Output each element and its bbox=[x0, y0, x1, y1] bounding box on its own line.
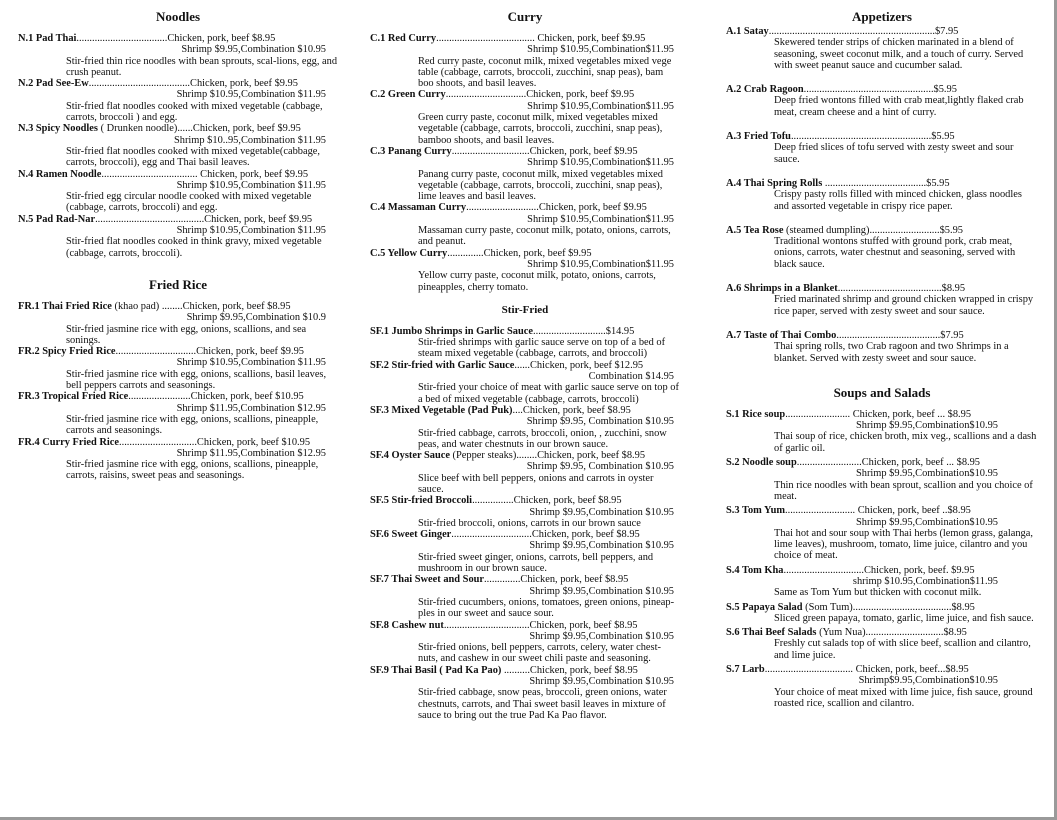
menu-item-description: Freshly cut salads top of with slice beef, scallion and cilantro, and lime juice. bbox=[774, 638, 1031, 661]
menu-item-description: Skewered tender strips of chicken marinated in a blend of seasoning, sweet coconut milk, and a touch of curry. Served with sweet peanut sauce and cucumber salad. bbox=[774, 37, 1024, 71]
menu-item-alt-prices: Shrimp $9.95,Combination $10.95 bbox=[529, 585, 674, 597]
menu-item-price-line: .......................................$5.95 bbox=[822, 177, 950, 189]
menu-item-name: SF.1 Jumbo Shrimps in Garlic Sauce bbox=[370, 325, 534, 337]
menu-item bbox=[726, 409, 1038, 457]
menu-item-name: SF.9 Thai Basil ( Pad Ka Pao) bbox=[370, 664, 502, 676]
menu-item-price-line: ...................................Chicken, pork, beef $8.95 bbox=[76, 33, 276, 44]
menu-item-name: A.2 Crab Ragoon bbox=[726, 84, 804, 96]
menu-item-price-line: ......................... Chicken, pork, beef ... $8.95 bbox=[785, 408, 972, 420]
menu-item-name: A.6 Shrimps in a Blanket bbox=[726, 283, 838, 295]
menu-item-price-line: ...............................Chicken, pork, beef $8.95 bbox=[451, 529, 640, 541]
menu-item-name: FR.4 Curry Fried Rice bbox=[18, 436, 119, 448]
menu-item-description: Thin rice noodles with bean sprout, scallion and you choice of meat. bbox=[774, 479, 1033, 502]
menu-item-price-line: ......................................................$5.95 bbox=[790, 131, 955, 143]
menu-item-description: Deep fried wontons filled with crab meat,lightly flaked crab meat, cream cheese and a hint of curry. bbox=[774, 95, 1024, 118]
menu-item-header bbox=[370, 360, 680, 371]
menu-item-price-line: ...............................Chicken, pork, beef $9.95 bbox=[445, 89, 635, 101]
menu-item-name: S.1 Rice soup bbox=[726, 408, 786, 420]
menu-item-header bbox=[370, 89, 680, 100]
menu-item-description: Stir-fried jasmine rice with egg, onions, scallions, pineapple, carrots, raisins, sweet peas and seasonings. bbox=[66, 459, 319, 482]
menu-item-header bbox=[726, 84, 1038, 95]
menu-item-price-line: ...............................Chicken, pork, beef $9.95 bbox=[115, 346, 304, 358]
menu-item-name: A.3 Fried Tofu bbox=[726, 131, 791, 143]
menu-item-name: FR.3 Tropical Fried Rice bbox=[18, 391, 129, 403]
menu-item-price-line: ..................................................$5.95 bbox=[803, 84, 957, 96]
menu-item-price-line: ..........Chicken, pork, beef $8.95 bbox=[501, 664, 638, 676]
menu-item-alt-prices: Shrimp $9.95,Combination $10.95 bbox=[529, 540, 674, 552]
menu-item-name: N.5 Pad Rad-Nar bbox=[18, 213, 96, 225]
menu-item-alt-prices: Shrimp $11.95,Combination $12.95 bbox=[176, 447, 326, 459]
menu-item-description: Stir-fried jasmine rice with egg, onions, scallions, basil leaves, bell peppers carrots and seasonings. bbox=[66, 368, 327, 392]
menu-item-name: A.5 Tea Rose bbox=[726, 224, 784, 236]
menu-item-name: SF.5 Stir-fried Broccoli bbox=[370, 495, 473, 507]
menu-item-alt-prices: Shrimp $10.95,Combination $11.95 bbox=[176, 357, 326, 369]
menu-item-name: SF.4 Oyster Sauce bbox=[370, 450, 450, 462]
menu-item bbox=[726, 131, 1038, 178]
menu-item-name: SF.6 Sweet Ginger bbox=[370, 529, 452, 541]
menu-item bbox=[370, 620, 680, 665]
menu-item-name: FR.2 Spicy Fried Rice bbox=[18, 346, 116, 358]
menu-item-name: S.7 Larb bbox=[726, 664, 765, 676]
menu-column-right bbox=[726, 9, 1038, 712]
menu-item-name: C.4 Massaman Curry bbox=[370, 202, 467, 214]
menu-item bbox=[18, 169, 338, 214]
menu-item-price-line: (Yum Nua)..............................$8.95 bbox=[816, 627, 967, 639]
menu-item-alt-prices: Shrimp $9.95, Combination $10.95 bbox=[526, 461, 674, 473]
menu-item-header bbox=[18, 123, 338, 134]
menu-item-description: Traditional wontons stuffed with ground pork, crab meat, onions, carrots, water chestnut and seasoning, served with black sauce. bbox=[774, 236, 1016, 270]
menu-item-header bbox=[726, 664, 1038, 675]
menu-item-header bbox=[726, 283, 1038, 294]
menu-item-price-line: (khao pad) ........Chicken, pork, beef $8.95 bbox=[111, 300, 291, 312]
menu-item-alt-prices: Shrimp $10.95,Combination$11.95 bbox=[527, 157, 674, 169]
menu-item bbox=[726, 505, 1038, 564]
menu-item-price-line: (steamed dumpling)...........................$5.95 bbox=[783, 224, 963, 236]
menu-item-price-line: ............................$14.95 bbox=[533, 325, 635, 337]
menu-item-price-line: .........................Chicken, pork, beef ... $8.95 bbox=[796, 457, 981, 469]
menu-item bbox=[18, 301, 338, 346]
menu-item-header bbox=[726, 602, 1038, 613]
menu-item-header bbox=[18, 214, 338, 225]
stir-fried-list bbox=[370, 326, 680, 721]
menu-item bbox=[18, 437, 338, 482]
menu-item-description: Yellow curry paste, coconut milk, potato, onions, carrots, pineapples, cherry tomato. bbox=[418, 270, 656, 293]
menu-item-description: Stir-fried flat noodles cooked with mixed vegetable(cabbage, carrots, broccoli), egg and Thai basil leaves. bbox=[66, 145, 320, 169]
section-title-soups-salads: Soups and Salads bbox=[833, 384, 931, 400]
menu-item bbox=[370, 665, 680, 721]
menu-item-alt-prices: Shrimp $9.95,Combination $10.9 bbox=[186, 312, 326, 324]
menu-item-price-line: (Som Tum)......................................$8.95 bbox=[802, 601, 975, 613]
menu-item bbox=[726, 225, 1038, 283]
menu-item-price-line: ....Chicken, pork, beef $8.95 bbox=[512, 404, 631, 416]
menu-item-header bbox=[370, 529, 680, 540]
menu-item-description: Stir-fried jasmine rice with egg, onions, scallions, and sea sonings. bbox=[66, 323, 307, 346]
menu-item-description: Stir-fried flat noodles cooked with mixed vegetable (cabbage, carrots, broccoli ) and egg. bbox=[66, 100, 323, 124]
section-title-noodles: Noodles bbox=[155, 9, 201, 24]
menu-item-alt-prices: Shrimp $11.95,Combination $12.95 bbox=[176, 402, 326, 414]
menu-item-header bbox=[18, 169, 338, 180]
menu-item-price-line: .................................Chicken, pork, beef $8.95 bbox=[443, 619, 638, 631]
menu-item bbox=[18, 346, 338, 391]
menu-item-header bbox=[370, 665, 680, 676]
menu-item bbox=[370, 89, 680, 145]
menu-item-header bbox=[18, 78, 338, 89]
menu-item-price-line: ............................Chicken, pork, beef $9.95 bbox=[466, 202, 647, 214]
menu-item-header bbox=[370, 405, 680, 416]
menu-item-header bbox=[726, 565, 1038, 576]
menu-item-alt-prices: Shrimp $9.95,Combination $10.95 bbox=[181, 44, 326, 56]
menu-item-header bbox=[370, 574, 680, 585]
menu-item-alt-prices: Combination $14.95 bbox=[588, 371, 674, 383]
menu-item-name: SF.7 Thai Sweet and Sour bbox=[370, 574, 485, 586]
menu-item-name: SF.8 Cashew nut bbox=[370, 619, 444, 631]
menu-item-description: Stir-fried thin rice noodles with bean sprouts, scal-lions, egg, and crush peanut. bbox=[66, 55, 338, 78]
menu-item bbox=[726, 457, 1038, 505]
menu-item-description: Green curry paste, coconut milk, mixed vegetables mixed vegetable (cabbage, carrots, broccoli, zucchini, snap peas), bamboo shoots, and basil leaves. bbox=[418, 112, 663, 146]
menu-item-description: Stir-fried your choice of meat with garlic sauce serve on top of a bed of mixed vegetable (cabbage, carrots, broccoli) bbox=[418, 382, 679, 405]
menu-item-price-line: ................Chicken, pork, beef $8.95 bbox=[472, 495, 622, 507]
menu-item-description: Slice beef with bell peppers, onions and carrots in oyster sauce. bbox=[418, 472, 654, 495]
menu-item-price-line: ..............Chicken, pork, beef $9.95 bbox=[447, 247, 592, 259]
menu-item-header bbox=[18, 301, 338, 312]
menu-item-price-line: .................................. Chicken, pork, beef...$8.95 bbox=[764, 664, 969, 676]
menu-item-header bbox=[726, 330, 1038, 341]
menu-item-price-line: ...............................Chicken, pork, beef. $9.95 bbox=[783, 564, 975, 576]
menu-item-name: S.4 Tom Kha bbox=[726, 564, 784, 576]
menu-item-description: Stir-fried cabbage, snow peas, broccoli, green onions, water chestnuts, carrots, and Thai sweet basil leaves in mixture of sauce to bring out the true Pad Ka Pao flavor. bbox=[418, 687, 667, 721]
menu-item bbox=[726, 602, 1038, 628]
menu-item bbox=[370, 450, 680, 495]
menu-item-header bbox=[726, 457, 1038, 468]
curry-list bbox=[370, 33, 680, 293]
section-title-stir-fried: Stir-Fried bbox=[501, 303, 549, 316]
menu-item-price-line: ...................................... Chicken, pork, beef $9.95 bbox=[436, 33, 646, 44]
menu-item-description: Stir-fried broccoli, onions, carrots in our brown sauce bbox=[418, 517, 641, 529]
menu-item-name: N.1 Pad Thai bbox=[18, 33, 77, 44]
menu-item bbox=[370, 405, 680, 450]
menu-item-name: S.6 Thai Beef Salads bbox=[726, 627, 817, 639]
fried-rice-list bbox=[18, 301, 338, 482]
menu-item-description: Thai spring rolls, two Crab ragoon and two Shrimps in a blanket. Served with zesty sweet and sour sauce. bbox=[774, 341, 1009, 364]
menu-item-price-line: ..............................Chicken, pork, beef $10.95 bbox=[119, 436, 311, 448]
menu-item-description: Stir-fried flat noodles cooked in think gravy, mixed vegetable (cabbage, carrots, broccoli). bbox=[66, 236, 322, 259]
menu-item-description: Deep fried slices of tofu served with zesty sweet and sour sauce. bbox=[774, 142, 1014, 165]
menu-item-header bbox=[370, 248, 680, 259]
menu-item-description: Stir-fried shrimps with garlic sauce serve on top of a bed of steam mixed vegetable (cabbage, carrots, and broccoli) bbox=[418, 337, 666, 360]
menu-item-alt-prices: Shrimp $10.95,Combination$11.95 bbox=[527, 213, 674, 225]
menu-item-description: Massaman curry paste, coconut milk, potato, onions, carrots, and peanut. bbox=[418, 225, 671, 248]
menu-item-name: S.5 Papaya Salad bbox=[726, 601, 803, 613]
menu-item-header bbox=[726, 627, 1038, 638]
menu-item-name: S.2 Noodle soup bbox=[726, 457, 797, 469]
menu-item bbox=[370, 529, 680, 574]
menu-item-name: C.1 Red Curry bbox=[370, 33, 437, 44]
menu-item-name: A.7 Taste of Thai Combo bbox=[726, 329, 837, 341]
menu-item-header bbox=[18, 437, 338, 448]
menu-item bbox=[18, 391, 338, 436]
menu-item-name: C.2 Green Curry bbox=[370, 89, 446, 101]
menu-item bbox=[726, 565, 1038, 602]
menu-item-header bbox=[726, 225, 1038, 236]
menu-item bbox=[18, 214, 338, 259]
menu-item bbox=[726, 283, 1038, 330]
menu-item bbox=[18, 33, 338, 78]
menu-item-header bbox=[726, 505, 1038, 516]
menu-item bbox=[370, 574, 680, 619]
menu-item-name: A.4 Thai Spring Rolls bbox=[726, 177, 823, 189]
soups-list bbox=[726, 409, 1038, 712]
menu-item-alt-prices: Shrimp $10.95,Combination $11.95 bbox=[176, 89, 326, 101]
menu-item-price-line: ..........................................Chicken, pork, beef $9.95 bbox=[95, 213, 313, 225]
menu-item-name: A.1 Satay bbox=[726, 26, 769, 37]
menu-item-name: N.4 Ramen Noodle bbox=[18, 168, 102, 180]
menu-item-header bbox=[726, 178, 1038, 189]
menu-item-name: C.5 Yellow Curry bbox=[370, 247, 448, 259]
menu-item-alt-prices: Shrimp $9.95,Combination$10.95 bbox=[855, 468, 998, 480]
menu-item-price-line: ........................................$8.95 bbox=[837, 283, 966, 295]
menu-item-header bbox=[726, 26, 1038, 37]
menu-item-alt-prices: Shrimp$9.95,Combination$10.95 bbox=[858, 675, 998, 687]
menu-item-price-line: .......................................Chicken, pork, beef $9.95 bbox=[88, 78, 298, 90]
section-title-appetizers: Appetizers bbox=[852, 9, 912, 24]
menu-item bbox=[726, 664, 1038, 712]
menu-item bbox=[726, 26, 1038, 84]
menu-item-price-line: ........................................$7.95 bbox=[836, 329, 964, 341]
menu-item-description: Thai hot and sour soup with Thai herbs (lemon grass, galanga, lime leaves), mushroom, tomato, lime juice, cilantro and you choice of meat. bbox=[774, 527, 1033, 562]
menu-item bbox=[726, 627, 1038, 664]
menu-item-description: Same as Tom Yum but thicken with coconut milk. bbox=[774, 587, 982, 599]
menu-item bbox=[726, 178, 1038, 225]
menu-item bbox=[18, 78, 338, 123]
menu-item-description: Stir-fried onions, bell peppers, carrots, celery, water chest-nuts, and cashew in our sweet chili paste and seasoning. bbox=[418, 642, 661, 665]
menu-item-description: Crispy pasty rolls filled with minced chicken, glass noodles and assorted vegetable in crispy rice paper. bbox=[774, 189, 1022, 212]
menu-item-name: FR.1 Thai Fried Rice bbox=[18, 300, 112, 312]
menu-item-name: N.2 Pad See-Ew bbox=[18, 78, 89, 90]
menu-item-name: C.3 Panang Curry bbox=[370, 145, 452, 157]
menu-item-alt-prices: Shrimp $10.95,Combination$11.95 bbox=[527, 258, 674, 270]
menu-item-alt-prices: Shrimp $9.95,Combination $10.95 bbox=[529, 676, 674, 688]
menu-item-alt-prices: Shrimp $10.95,Combination$11.95 bbox=[527, 44, 674, 56]
menu-item bbox=[370, 248, 680, 293]
menu-item-header bbox=[370, 495, 680, 506]
menu-item bbox=[370, 202, 680, 247]
menu-item-alt-prices: shrimp $10.95,Combination$11.95 bbox=[852, 575, 998, 587]
menu-item bbox=[370, 146, 680, 202]
menu-item bbox=[726, 84, 1038, 131]
noodles-list bbox=[18, 33, 338, 259]
menu-item-header bbox=[370, 33, 680, 44]
menu-item-description: Your choice of meat mixed with lime juice, fish sauce, ground roasted rice, scallion and cilantro. bbox=[774, 686, 1033, 709]
menu-item-description: Stir-fried cucumbers, onions, tomatoes, green onions, pineap-ples in our sweet and sauce sour. bbox=[418, 596, 675, 620]
menu-item-price-line: ........................... Chicken, pork, beef ..$8.95 bbox=[785, 505, 971, 517]
menu-item-description: Panang curry paste, coconut milk, mixed vegetables mixed vegetable (cabbage, carrots, broccoli, zucchini, snap peas), lime leaves and basil leaves. bbox=[418, 168, 663, 203]
menu-item-price-line: ( Drunken noodle)......Chicken, pork, beef $9.95 bbox=[97, 123, 301, 135]
menu-item-price-line: ..............Chicken, pork, beef $8.95 bbox=[484, 574, 629, 586]
menu-item-alt-prices: Shrimp $10.95,Combination $11.95 bbox=[176, 179, 326, 191]
menu-item-description: Thai soup of rice, chicken broth, mix veg., scallions and a dash of garlic oil. bbox=[774, 431, 1037, 454]
menu-item-description: Red curry paste, coconut milk, mixed vegetables mixed vege table (cabbage, carrots, broccoli, zucchini, snap peas), bam boo shoots, and basil leaves. bbox=[418, 55, 672, 90]
menu-item-alt-prices: Shrimp $9.95,Combination$10.95 bbox=[855, 516, 998, 528]
menu-item bbox=[370, 326, 680, 360]
menu-item bbox=[370, 495, 680, 529]
menu-item-description: Sliced green papaya, tomato, garlic, lime juice, and fish sauce. bbox=[774, 612, 1034, 624]
menu-item-header bbox=[18, 33, 338, 44]
menu-item-header bbox=[370, 450, 680, 461]
menu-item-header bbox=[370, 146, 680, 157]
menu-item-header bbox=[370, 326, 680, 337]
menu-item-price-line: ..............................Chicken, pork, beef $9.95 bbox=[451, 145, 638, 157]
menu-item-name: S.3 Tom Yum bbox=[726, 505, 786, 517]
menu-item-price-line: ........................Chicken, pork, beef $10.95 bbox=[128, 391, 304, 403]
menu-item-header bbox=[18, 391, 338, 402]
menu-item-alt-prices: Shrimp $9.95,Combination $10.95 bbox=[529, 630, 674, 642]
menu-column-left bbox=[18, 9, 338, 482]
menu-item-price-line: ..................................... Chicken, pork, beef $9.95 bbox=[101, 168, 309, 180]
menu-item-alt-prices: Shrimp $10.95,Combination$11.95 bbox=[527, 100, 674, 112]
menu-item bbox=[726, 330, 1038, 377]
menu-item bbox=[370, 360, 680, 405]
menu-item-alt-prices: Shrimp $9.95,Combination$10.95 bbox=[855, 420, 998, 432]
menu-item-description: Stir-fried egg circular noodle cooked with mixed vegetable (cabbage, carrots, broccoli) and egg. bbox=[66, 191, 312, 214]
menu-item-header bbox=[726, 409, 1038, 420]
menu-item-header bbox=[726, 131, 1038, 142]
menu-item-alt-prices: Shrimp $9.95,Combination $10.95 bbox=[529, 506, 674, 518]
menu-item-alt-prices: Shrimp $9.95, Combination $10.95 bbox=[526, 416, 674, 428]
section-title-curry: Curry bbox=[507, 9, 543, 24]
menu-column-middle bbox=[370, 9, 680, 721]
menu-item-alt-prices: Shrimp $10.95,Combination $11.95 bbox=[176, 225, 326, 237]
menu-item-description: Stir-fried sweet ginger, onions, carrots, bell peppers, and mushroom in our brown sauce. bbox=[418, 551, 654, 575]
menu-item-price-line: ......Chicken, pork, beef $12.95 bbox=[514, 359, 644, 371]
menu-item-description: Stir-fried jasmine rice with egg, onions, scallions, pineapple, carrots and seasonings. bbox=[66, 413, 319, 437]
section-title-fried-rice: Fried Rice bbox=[148, 276, 208, 292]
menu-item-name: N.3 Spicy Noodles bbox=[18, 123, 98, 135]
menu-item-price-line: (Pepper steaks)........Chicken, pork, beef $8.95 bbox=[449, 450, 646, 462]
menu-item-description: Fried marinated shrimp and ground chicken wrapped in crispy rice paper, served with zesty sweet and sour sauce. bbox=[774, 294, 1034, 317]
menu-item-name: SF.2 Stir-fried with Garlic Sauce bbox=[370, 359, 515, 371]
appetizers-list bbox=[726, 26, 1038, 377]
menu-item-header bbox=[370, 202, 680, 213]
menu-item-header bbox=[370, 620, 680, 631]
menu-item bbox=[18, 123, 338, 168]
menu-item-alt-prices: Shrimp $10..95,Combination $11.95 bbox=[173, 134, 326, 146]
menu-item-price-line: ................................................................$7.95 bbox=[768, 26, 959, 37]
menu-item-header bbox=[18, 346, 338, 357]
menu-item-name: SF.3 Mixed Vegetable (Pad Puk) bbox=[370, 404, 513, 416]
menu-item bbox=[370, 33, 680, 89]
menu-item-description: Stir-fried cabbage, carrots, broccoli, onion, , zucchini, snow peas, and water chestnuts in our brown sauce. bbox=[418, 427, 667, 450]
